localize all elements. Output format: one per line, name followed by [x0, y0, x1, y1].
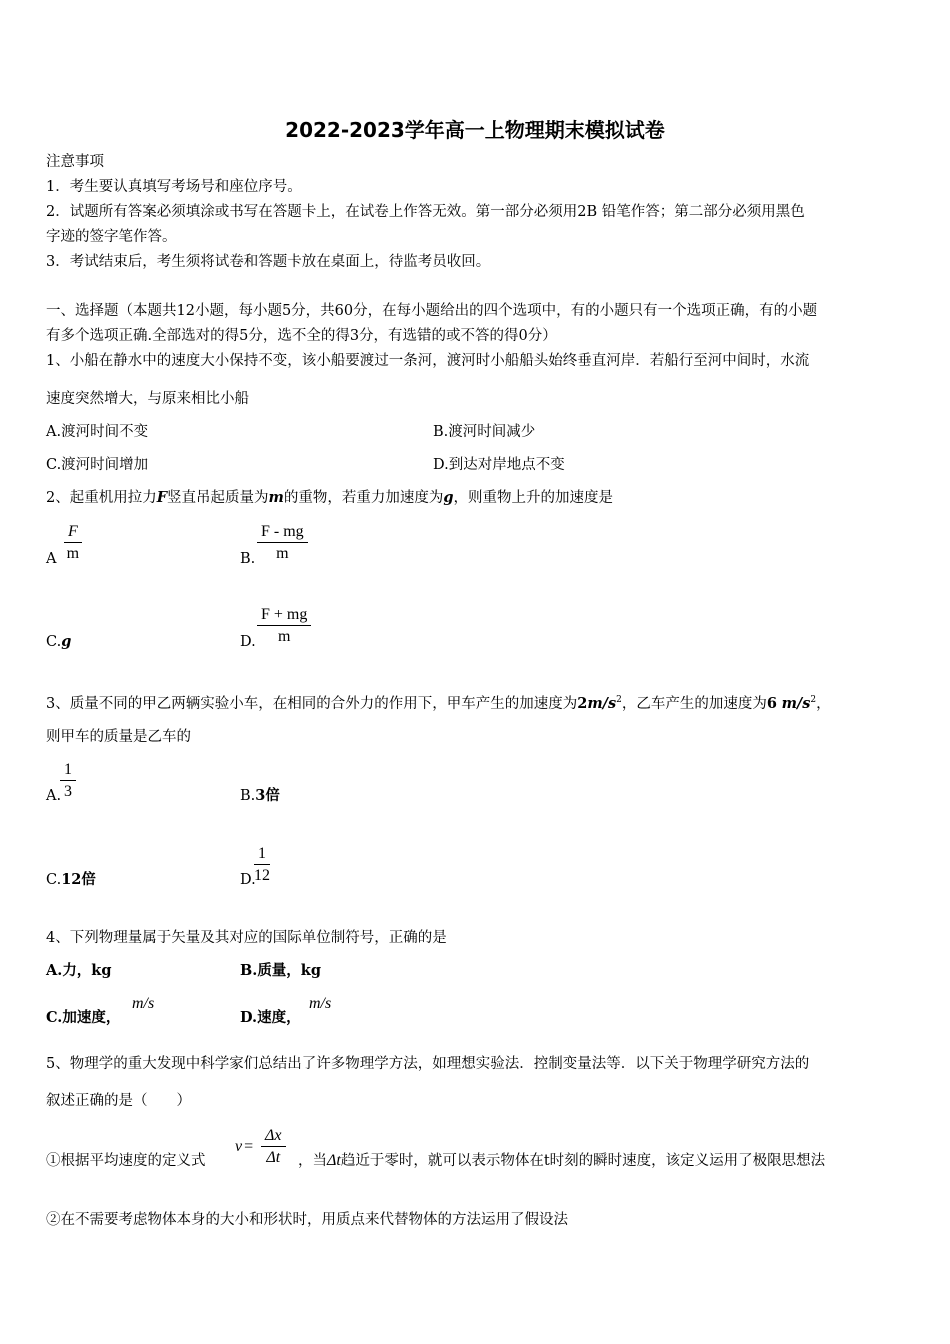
- notice-item-2: 2．试题所有答案必须填涂或书写在答题卡上，在试卷上作答无效。第一部分必须用2B 铅笔作答；第二部分必须用黑色: [46, 204, 805, 220]
- question-5-stem: 5、物理学的重大发现中科学家们总结出了许多物理学方法，如理想实验法．控制变量法等．以下关于物理学研究方法的: [46, 1056, 810, 1072]
- question-4-stem: 4、下列物理量属于矢量及其对应的国际单位制符号，正确的是: [46, 930, 447, 946]
- question-4-option-d: D.速度，: [240, 1009, 301, 1026]
- question-1-option-a: A.渡河时间不变: [46, 424, 149, 440]
- notice-heading: 注意事项: [46, 154, 104, 170]
- page-title: 2022-2023学年高一上物理期末模拟试卷: [285, 118, 665, 142]
- question-3-stem: 3、质量不同的甲乙两辆实验小车，在相同的合外力的作用下，甲车产生的加速度为$2m/s^2$，乙车产生的加速度为6 $m/s^2$，: [46, 694, 831, 712]
- question-4-option-a: A.力，kg: [46, 962, 112, 979]
- question-5-statement-1-suffix: ，当Δt趋近于零时，就可以表示物体在t时刻的瞬时速度，该定义运用了极限思想法: [298, 1152, 826, 1169]
- question-3-option-a-label: A.: [46, 788, 62, 804]
- question-4-option-b: B.质量，kg: [240, 962, 321, 979]
- question-2-option-b-label: B.: [240, 551, 256, 567]
- question-3-option-d-fraction: 1 12: [254, 845, 270, 884]
- notice-item-3: 3．考试结束后，考生须将试卷和答题卡放在桌面上，待监考员收回。: [46, 254, 491, 270]
- question-2-option-c: C.g: [46, 633, 72, 650]
- question-2-stem: 2、起重机用拉力F竖直吊起质量为m的重物，若重力加速度为g，则重物上升的加速度是: [46, 489, 614, 506]
- section-heading-line2: 有多个选项正确.全部选对的得5分，选不全的得3分，有选错的或不答的得0分）: [46, 328, 557, 344]
- question-5-formula-fraction: Δx Δt: [261, 1126, 286, 1169]
- question-2-option-d-fraction: F + mg m: [257, 605, 311, 648]
- question-1-option-b: B.渡河时间减少: [433, 424, 536, 440]
- question-1-stem: 1、小船在静水中的速度大小保持不变，该小船要渡过一条河，渡河时小船船头始终垂直河岸．若船行至河中间时，水流: [46, 353, 810, 369]
- notice-item-2-cont: 字迹的签字笔作答。: [46, 229, 177, 245]
- question-1-option-d: D.到达对岸地点不变: [433, 457, 565, 473]
- question-1-stem-cont: 速度突然增大，与原来相比小船: [46, 391, 249, 407]
- question-5-statement-1-prefix: ①根据平均速度的定义式: [46, 1153, 206, 1169]
- question-3-stem-cont: 则甲车的质量是乙车的: [46, 729, 191, 745]
- question-4-option-d-unit: m/s: [309, 995, 332, 1012]
- question-5-stem-cont: 叙述正确的是（ ）: [46, 1093, 191, 1109]
- question-5-statement-2: ②在不需要考虑物体本身的大小和形状时，用质点来代替物体的方法运用了假设法: [46, 1212, 568, 1228]
- question-2-option-a-label: A: [46, 551, 57, 567]
- notice-item-1: 1．考生要认真填写考场号和座位序号。: [46, 179, 302, 195]
- question-2-option-a-fraction: F m: [64, 522, 82, 565]
- question-5-formula-v: v =: [235, 1138, 254, 1155]
- question-4-option-c: C.加速度，: [46, 1009, 121, 1026]
- question-2-option-b-fraction: F - mg m: [257, 522, 308, 565]
- question-4-option-c-unit: m/s: [132, 995, 155, 1012]
- question-3-option-d-label: D.: [240, 872, 256, 888]
- question-3-option-a-fraction: 1 3: [60, 760, 76, 803]
- question-3-option-c: C.12倍: [46, 871, 96, 888]
- question-3-option-b: B.3倍: [240, 787, 280, 804]
- question-1-option-c: C.渡河时间增加: [46, 457, 149, 473]
- question-2-option-d-label: D.: [240, 634, 256, 650]
- section-heading-line1: 一、选择题（本题共12小题，每小题5分，共60分，在每小题给出的四个选项中，有的小题只有一个选项正确，有的小题: [46, 303, 818, 319]
